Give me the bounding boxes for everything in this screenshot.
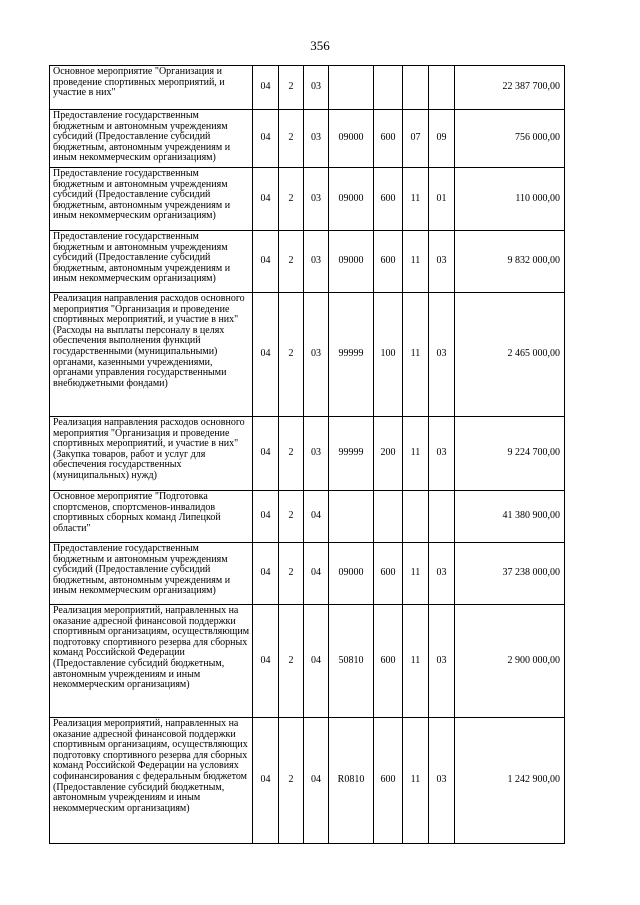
- row-code-5: 600: [374, 605, 403, 718]
- row-code-3: 03: [304, 293, 329, 417]
- row-code-4: 09000: [329, 110, 374, 168]
- row-code-6: 07: [403, 110, 429, 168]
- budget-table: [49, 65, 565, 844]
- row-name: Реализация мероприятий, направленных на оказание адресной финансовой поддержки спортивным организациям, осуществляющим подготовку спортивного резерва для сборных команд Российской Федерации (Предоставление субсидий бюджетным, автономным учреждениям и иным некоммерческим организациям): [50, 605, 253, 718]
- row-code-5: 600: [374, 231, 403, 293]
- row-amount: 9 832 000,00: [455, 231, 565, 293]
- row-name: Реализация направления расходов основного мероприятия "Организация и проведение спортивных мероприятий, и участие в них" (Закупка товаров, работ и услуг для обеспечения государственных (муниципальных) нужд): [50, 417, 253, 491]
- row-code-4: [329, 491, 374, 543]
- row-code-3: 03: [304, 110, 329, 168]
- row-amount: 2 900 000,00: [455, 605, 565, 718]
- row-code-4: 09000: [329, 168, 374, 231]
- row-name: Предоставление государственным бюджетным и автономным учреждениям субсидий (Предоставление субсидий бюджетным, автономным учреждениям и иным некоммерческим организациям): [50, 110, 253, 168]
- row-code-6: 11: [403, 417, 429, 491]
- row-code-1: 04: [253, 718, 279, 844]
- row-code-3: 03: [304, 231, 329, 293]
- row-amount: 37 238 000,00: [455, 543, 565, 605]
- row-code-2: 2: [279, 66, 304, 110]
- row-code-4: 09000: [329, 543, 374, 605]
- row-name: Реализация направления расходов основного мероприятия "Организация и проведение спортивных мероприятий, и участие в них" (Расходы на выплаты персоналу в целях обеспечения выполнения функций государственными (муниципальными) органами, казенными учреждениями, органами управления государственными внебюджетными фондами): [50, 293, 253, 417]
- row-code-7: 09: [429, 110, 455, 168]
- table-row: [50, 718, 565, 844]
- row-code-3: 04: [304, 491, 329, 543]
- row-code-7: 03: [429, 231, 455, 293]
- row-code-6: 11: [403, 543, 429, 605]
- row-code-1: 04: [253, 66, 279, 110]
- row-code-4: 50810: [329, 605, 374, 718]
- table-row: [50, 293, 565, 417]
- table-row: [50, 543, 565, 605]
- row-name: Основное мероприятие "Организация и проведение спортивных мероприятий, и участие в них": [50, 66, 253, 110]
- table-row: [50, 231, 565, 293]
- row-code-5: 100: [374, 293, 403, 417]
- row-code-6: 11: [403, 231, 429, 293]
- row-code-1: 04: [253, 605, 279, 718]
- row-name: Предоставление государственным бюджетным и автономным учреждениям субсидий (Предоставление субсидий бюджетным, автономным учреждениям и иным некоммерческим организациям): [50, 231, 253, 293]
- row-code-2: 2: [279, 293, 304, 417]
- row-name: Реализация мероприятий, направленных на оказание адресной финансовой поддержки спортивным организациям, осуществляющих подготовку спортивного резерва для сборных команд Российской Федерации на условиях софинансирования с федеральным бюджетом (Предоставление субсидий бюджетным, автономным учреждениям и иным некоммерческим организациям): [50, 718, 253, 844]
- row-code-5: 600: [374, 110, 403, 168]
- row-code-2: 2: [279, 543, 304, 605]
- row-amount: 9 224 700,00: [455, 417, 565, 491]
- row-code-6: 11: [403, 293, 429, 417]
- row-code-3: 04: [304, 718, 329, 844]
- row-code-2: 2: [279, 417, 304, 491]
- row-code-5: [374, 66, 403, 110]
- table-row: [50, 66, 565, 110]
- row-code-1: 04: [253, 417, 279, 491]
- row-code-5: 600: [374, 168, 403, 231]
- row-code-3: 04: [304, 543, 329, 605]
- row-amount: 110 000,00: [455, 168, 565, 231]
- row-amount: 41 380 900,00: [455, 491, 565, 543]
- row-code-4: R0810: [329, 718, 374, 844]
- row-code-2: 2: [279, 110, 304, 168]
- row-name: Предоставление государственным бюджетным и автономным учреждениям субсидий (Предоставление субсидий бюджетным, автономным учреждениям и иным некоммерческим организациям): [50, 543, 253, 605]
- row-code-2: 2: [279, 168, 304, 231]
- row-code-4: [329, 66, 374, 110]
- row-code-5: 200: [374, 417, 403, 491]
- row-code-6: [403, 491, 429, 543]
- row-code-6: 11: [403, 168, 429, 231]
- table-row: [50, 605, 565, 718]
- row-code-7: 03: [429, 543, 455, 605]
- row-code-3: 03: [304, 417, 329, 491]
- table-row: [50, 417, 565, 491]
- row-code-7: 03: [429, 417, 455, 491]
- row-code-1: 04: [253, 231, 279, 293]
- row-code-7: [429, 491, 455, 543]
- row-code-7: [429, 66, 455, 110]
- row-amount: 22 387 700,00: [455, 66, 565, 110]
- row-code-4: 99999: [329, 417, 374, 491]
- row-code-7: 03: [429, 718, 455, 844]
- table-row: [50, 491, 565, 543]
- row-code-4: 99999: [329, 293, 374, 417]
- row-code-5: [374, 491, 403, 543]
- row-code-7: 03: [429, 293, 455, 417]
- row-code-6: 11: [403, 718, 429, 844]
- row-code-7: 01: [429, 168, 455, 231]
- row-code-2: 2: [279, 231, 304, 293]
- row-name: Основное мероприятие "Подготовка спортсменов, спортсменов-инвалидов спортивных сборных команд Липецкой области": [50, 491, 253, 543]
- row-code-7: 03: [429, 605, 455, 718]
- row-code-4: 09000: [329, 231, 374, 293]
- row-code-5: 600: [374, 543, 403, 605]
- row-code-1: 04: [253, 491, 279, 543]
- row-code-1: 04: [253, 110, 279, 168]
- row-amount: 756 000,00: [455, 110, 565, 168]
- row-name: Предоставление государственным бюджетным и автономным учреждениям субсидий (Предоставление субсидий бюджетным, автономным учреждениям и иным некоммерческим организациям): [50, 168, 253, 231]
- page-number: 356: [310, 38, 330, 53]
- row-code-5: 600: [374, 718, 403, 844]
- row-code-2: 2: [279, 491, 304, 543]
- row-code-3: 04: [304, 605, 329, 718]
- row-code-2: 2: [279, 605, 304, 718]
- row-code-1: 04: [253, 168, 279, 231]
- table-row: [50, 110, 565, 168]
- row-code-6: [403, 66, 429, 110]
- row-code-3: 03: [304, 66, 329, 110]
- row-code-6: 11: [403, 605, 429, 718]
- row-code-1: 04: [253, 293, 279, 417]
- table-row: [50, 168, 565, 231]
- row-code-2: 2: [279, 718, 304, 844]
- row-code-3: 03: [304, 168, 329, 231]
- row-amount: 1 242 900,00: [455, 718, 565, 844]
- row-amount: 2 465 000,00: [455, 293, 565, 417]
- row-code-1: 04: [253, 543, 279, 605]
